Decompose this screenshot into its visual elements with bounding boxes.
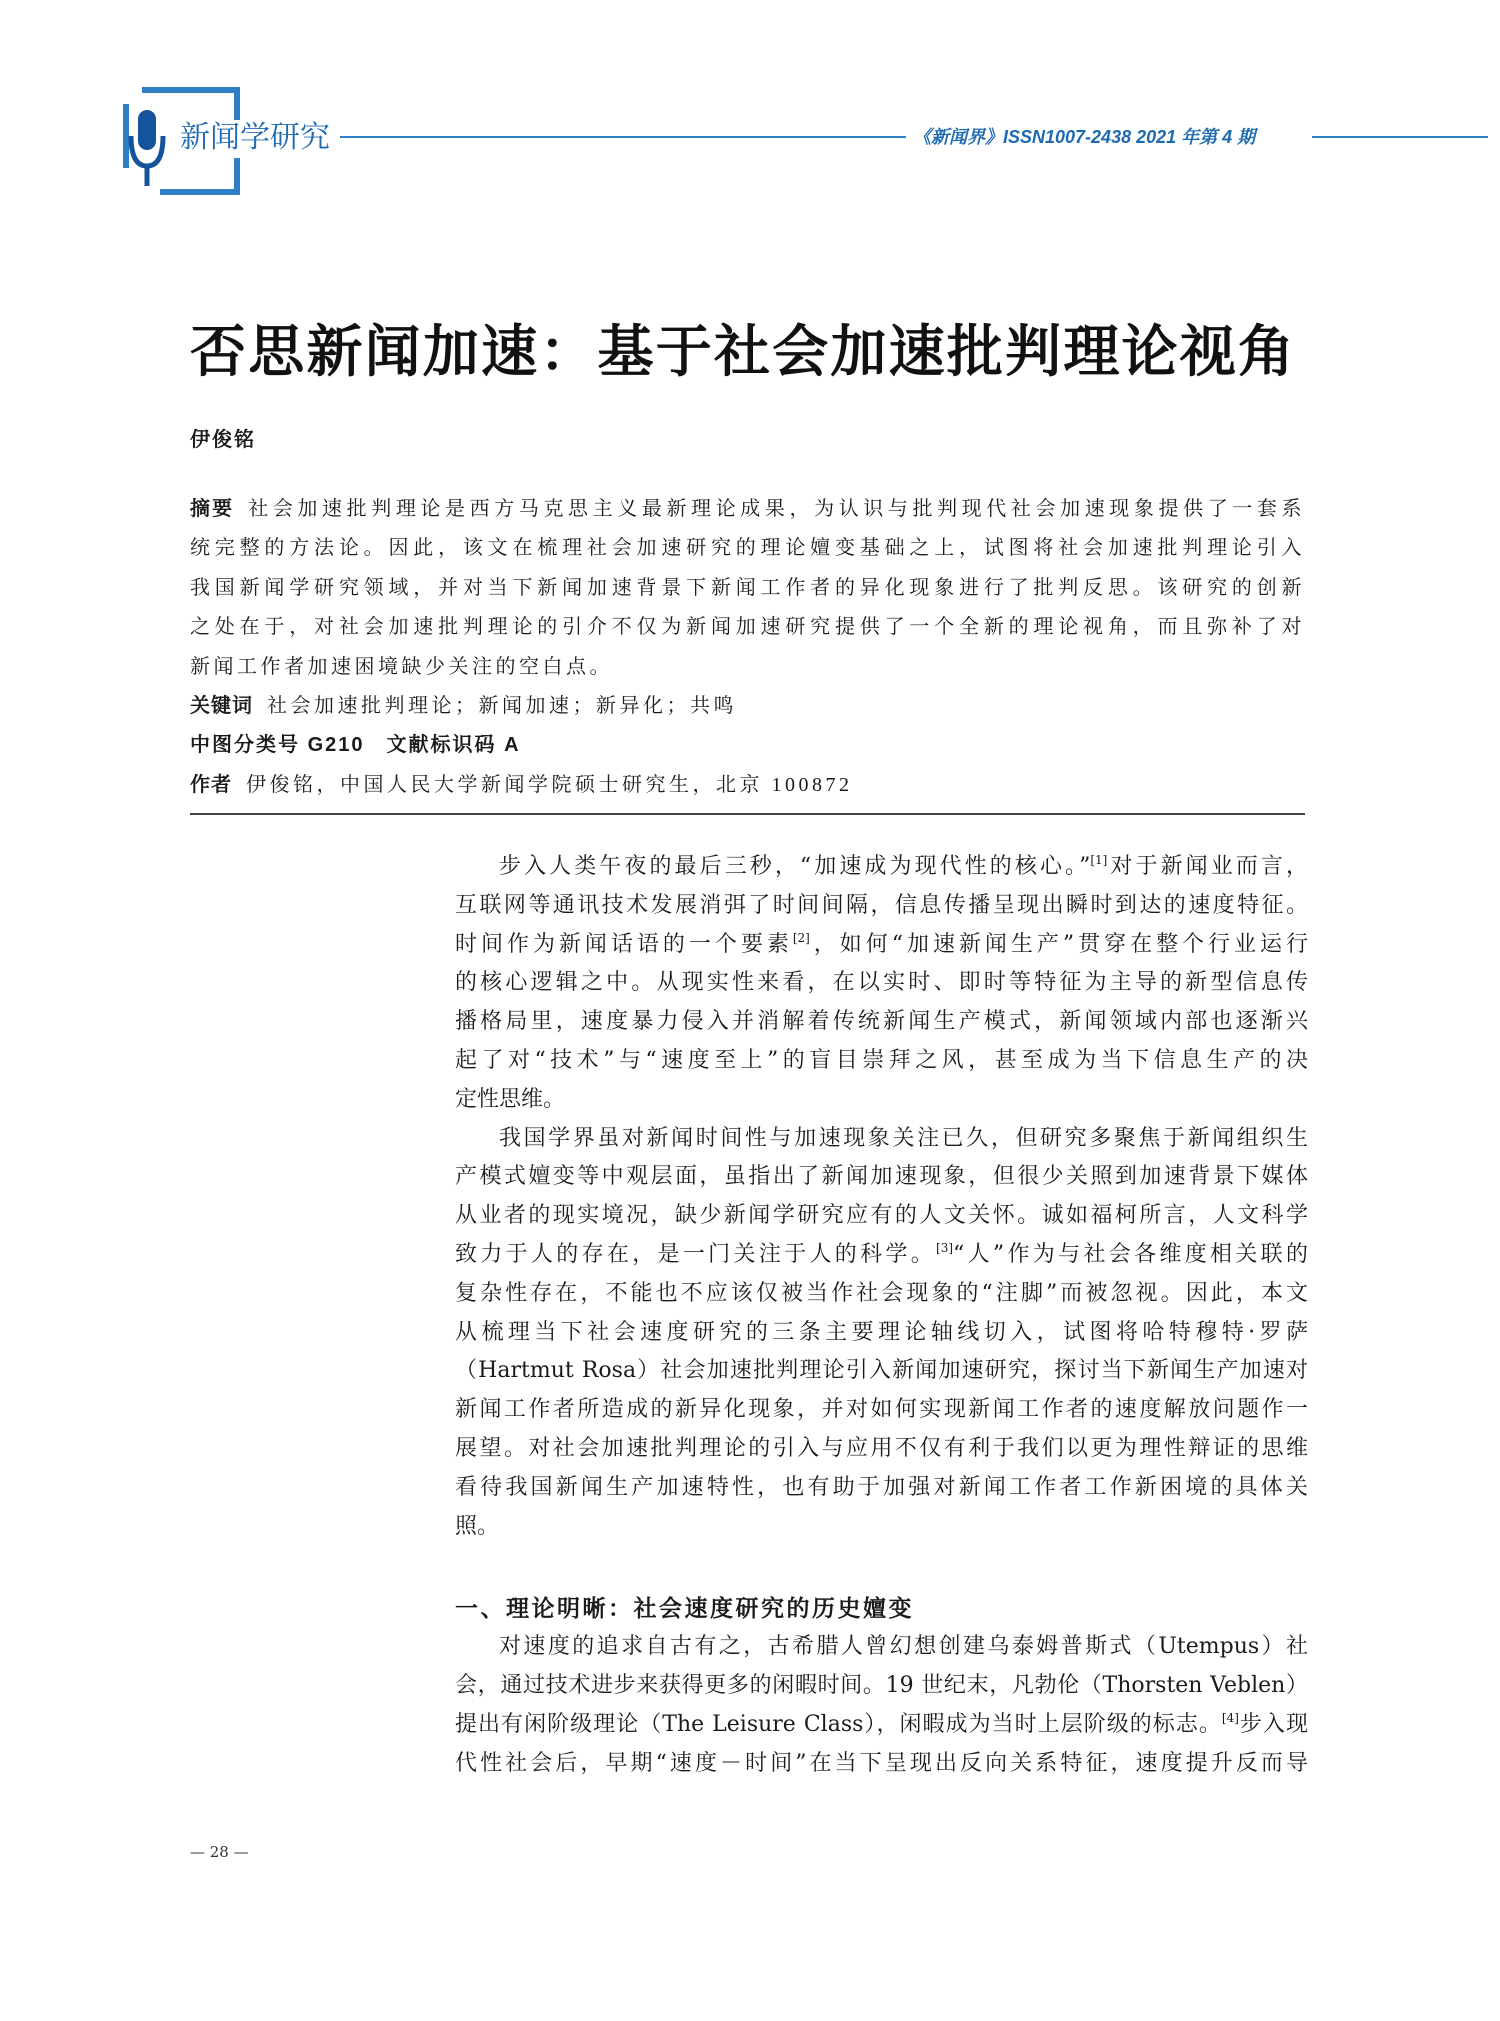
section-heading: 一、理论明晰：社会速度研究的历史嬗变 — [455, 1595, 914, 1621]
text-line — [455, 1705, 1308, 1744]
text-line: 复杂性存在，不能也不应该仅被当作社会现象的“注脚”而被忽视。因此，本文 — [455, 1280, 1308, 1306]
author-info-text: 伊俊铭，中国人民大学新闻学院硕士研究生，北京 100872 — [246, 773, 853, 796]
text-line: 从业者的现实境况，缺少新闻学研究应有的人文关怀。诚如福柯所言，人文科学 — [455, 1203, 1308, 1229]
text-line — [455, 926, 1308, 965]
text-line: 起了对“技术”与“速度至上”的盲目崇拜之风，甚至成为当下信息生产的决 — [455, 1047, 1308, 1073]
abstract-line: 我国新闻学研究领域，并对当下新闻加速背景下新闻工作者的异化现象进行了批判反思。该研究的创新 — [190, 576, 1305, 599]
abstract-text: 社会加速批判理论是西方马克思主义最新理论成果，为认识与批判现代社会加速现象提供了一套系 — [248, 498, 1306, 520]
text-line: 互联网等通讯技术发展消弭了时间间隔，信息传播呈现出瞬时到达的速度特征。 — [455, 892, 1308, 918]
text-segment: 步入现 — [1238, 1712, 1308, 1737]
text-line: 播格局里，速度暴力侵入并消解着传统新闻生产模式，新闻领域内部也逐渐兴 — [455, 1009, 1308, 1035]
author-info-label: 作者 — [190, 773, 232, 796]
text-segment: “人”作为与社会各维度相关联的 — [953, 1241, 1308, 1267]
abstract-line: 之处在于，对社会加速批判理论的引介不仅为新闻加速研究提供了一个全新的理论视角，而且弥补了对 — [190, 616, 1305, 639]
text-line: 照。 — [455, 1513, 500, 1539]
text-line: 展望。对社会加速批判理论的引入与应用不仅有利于我们以更为理性辩证的思维 — [455, 1435, 1308, 1461]
text-line: 看待我国新闻生产加速特性，也有助于加强对新闻工作者工作新困境的具体关 — [455, 1474, 1308, 1500]
abstract-block — [190, 490, 1305, 805]
text-line: （Hartmut Rosa）社会加速批判理论引入新闻加速研究，探讨当下新闻生产加速对 — [455, 1358, 1308, 1384]
classification-line — [190, 726, 1305, 765]
text-line: 新闻工作者所造成的新异化现象，并对如何实现新闻工作者的速度解放问题作一 — [455, 1397, 1308, 1423]
text-line — [455, 1236, 1308, 1275]
text-line: 的核心逻辑之中。从现实性来看，在以实时、即时等特征为主导的新型信息传 — [455, 970, 1308, 996]
paragraph — [455, 1627, 1308, 1783]
section-1-body — [455, 1627, 1308, 1783]
keywords-line — [190, 687, 1305, 726]
text-line — [455, 848, 1308, 887]
abstract-line: 统完整的方法论。因此，该文在梳理社会加速研究的理论嬗变基础之上，试图将社会加速批判理论引入 — [190, 537, 1305, 560]
text-line: 代性社会后，早期“速度－时间”在当下呈现出反向关系特征，速度提升反而导 — [455, 1751, 1308, 1776]
page-number: — 28 — — [190, 1843, 249, 1861]
text-line: 会，通过技术进步来获得更多的闲暇时间。19 世纪末，凡勃伦（Thorsten Veblen） — [455, 1673, 1308, 1698]
text-segment: 致力于人的存在，是一门关注于人的科学。 — [455, 1241, 937, 1267]
header-rule-right — [1312, 136, 1488, 138]
text-segment: ，如何“加速新闻生产”贯穿在整个行业运行 — [809, 931, 1308, 957]
citation-marker: [3] — [936, 1240, 954, 1255]
abstract-line: 新闻工作者加速困境缺少关注的空白点。 — [190, 655, 613, 678]
citation-marker: [4] — [1221, 1711, 1239, 1725]
abstract-divider — [190, 813, 1305, 815]
doc-code-value: A — [504, 734, 521, 757]
text-line: 我国学界虽对新闻时间性与加速现象关注已久，但研究多聚焦于新闻组织生 — [499, 1125, 1308, 1151]
text-line: 对速度的追求自古有之，古希腊人曾幻想创建乌泰姆普斯式（Utempus）社 — [499, 1634, 1308, 1659]
text-line: 定性思维。 — [455, 1086, 566, 1112]
citation-marker: [1] — [1090, 853, 1108, 867]
text-line: 产模式嬗变等中观层面，虽指出了新闻加速现象，但很少关照到加速背景下媒体 — [455, 1164, 1308, 1190]
article-title: 否思新闻加速：基于社会加速批判理论视角 — [190, 319, 1294, 385]
article-author: 伊俊铭 — [190, 429, 256, 451]
classification-label: 中图分类号 — [190, 734, 300, 757]
text-segment: 对于新闻业而言， — [1107, 854, 1308, 879]
header-rule-left — [340, 136, 906, 138]
keywords-text: 社会加速批判理论；新闻加速；新异化；共鸣 — [267, 694, 737, 717]
body-intro — [455, 848, 1308, 1546]
text-segment: 提出有闲阶级理论（The Leisure Class），闲暇成为当时上层阶级的标志。 — [455, 1712, 1222, 1737]
classification-value: G210 — [307, 734, 365, 757]
doc-code-label: 文献标识码 — [386, 734, 497, 757]
text-segment: 步入人类午夜的最后三秒，“加速成为现代性的核心。” — [499, 854, 1091, 879]
keywords-label: 关键词 — [190, 694, 253, 717]
abstract-label: 摘要 — [190, 498, 235, 520]
author-info-line — [190, 766, 1305, 805]
citation-marker: [2] — [792, 930, 810, 945]
abstract-line — [190, 490, 1305, 529]
text-line: 从梳理当下社会速度研究的三条主要理论轴线切入，试图将哈特穆特·罗萨 — [455, 1319, 1308, 1345]
paragraph — [455, 848, 1308, 1120]
section-title: 新闻学研究 — [180, 120, 330, 155]
text-segment: 时间作为新闻话语的一个要素 — [455, 931, 793, 957]
journal-info: 《新闻界》ISSN1007-2438 2021 年第 4 期 — [913, 127, 1256, 147]
paragraph — [455, 1120, 1308, 1547]
